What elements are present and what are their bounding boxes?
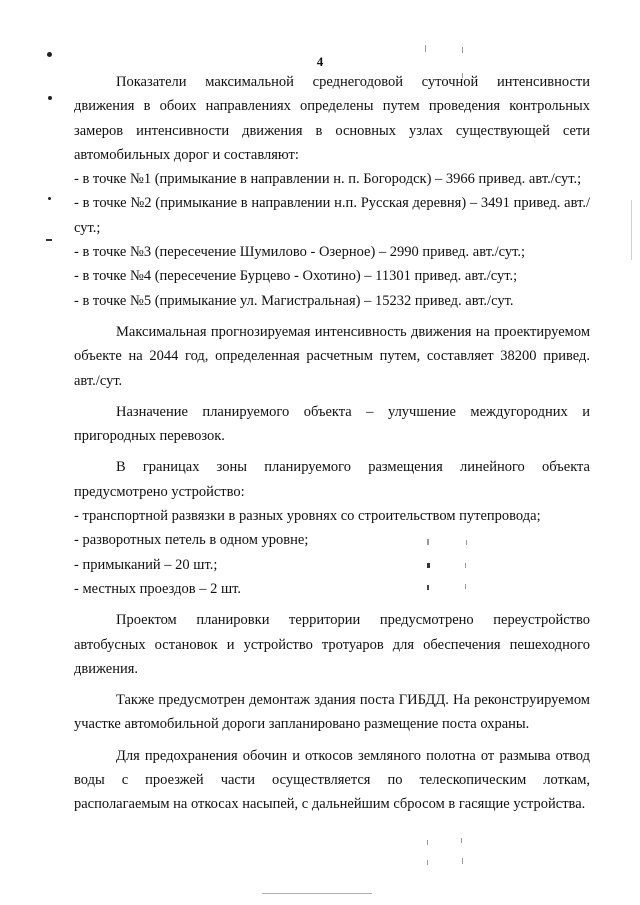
list-item: - в точке №3 (пересечение Шумилово - Озерное) – 2990 привед. авт./сут.;	[74, 244, 526, 261]
scan-dot	[48, 96, 52, 100]
scan-mark	[425, 45, 426, 52]
paragraph: Назначение планируемого объекта – улучшение междугородних и пригородных перевозок.	[74, 403, 590, 445]
paragraph: В границах зоны планируемого размещения линейного объекта предусмотрено устройство:	[74, 459, 590, 500]
paragraph: Для предохранения обочин и откосов земляного полотна от размыва отвод воды с проезжей части осуществляется по телескопическим лоткам, располагаемым на откосах насыпей, с дальнейшим сбросом в гасящие устройства.	[74, 747, 590, 813]
paragraph-gap	[74, 601, 590, 608]
list-item: - в точке №1 (примыкание в направлении н. п. Богородск) – 3966 привед. авт./сут.;	[74, 171, 582, 188]
scan-mark	[631, 200, 632, 260]
scan-edge-line	[262, 893, 372, 894]
scan-mark	[427, 840, 428, 845]
paragraph: Показатели максимальной среднегодовой суточной интенсивности движения в обоих направлениях определены путем проведения контрольных замеров интенсивности движения в основных узлах существующей сети автомобильных дорог и составляют:	[74, 74, 590, 163]
paragraph-gap	[74, 737, 590, 744]
list-item: - транспортной развязки в разных уровнях со строительством путепровода;	[74, 508, 541, 525]
paragraph: Также предусмотрен демонтаж здания поста ГИБДД. На реконструируемом участке автомобильной дороги запланировано размещение поста охраны.	[74, 692, 590, 733]
document-body	[74, 70, 590, 817]
scan-mark	[462, 47, 463, 53]
scan-mark	[46, 239, 52, 241]
paragraph-gap	[74, 393, 590, 400]
paragraph-gap	[74, 681, 590, 688]
list-item: - примыканий – 20 шт.;	[74, 556, 218, 573]
scan-mark	[427, 860, 428, 865]
list-item: - в точке №5 (примыкание ул. Магистральная) – 15232 привед. авт./сут.	[74, 292, 514, 309]
list-item: - местных проездов – 2 шт.	[74, 580, 241, 597]
paragraph-gap	[74, 313, 590, 320]
paragraph: Проектом планировки территории предусмотрено переустройство автобусных остановок и устройство тротуаров для обеспечения пешеходного движения.	[74, 612, 590, 677]
scan-mark	[461, 838, 462, 843]
list-item: - разворотных петель в одном уровне;	[74, 532, 309, 549]
paragraph-gap	[74, 448, 590, 455]
list-item: - в точке №2 (примыкание в направлении н.п. Русская деревня) – 3491 привед. авт./сут.;	[74, 195, 590, 236]
scan-mark	[462, 858, 463, 864]
list-item: - в точке №4 (пересечение Бурцево - Охотино) – 11301 привед. авт./сут.;	[74, 268, 518, 285]
scan-dot	[48, 197, 51, 200]
page-number: 4	[316, 54, 324, 69]
paragraph: Максимальная прогнозируемая интенсивность движения на проектируемом объекте на 2044 год, определенная расчетным путем, составляет 38200 привед. авт./сут.	[74, 323, 590, 389]
